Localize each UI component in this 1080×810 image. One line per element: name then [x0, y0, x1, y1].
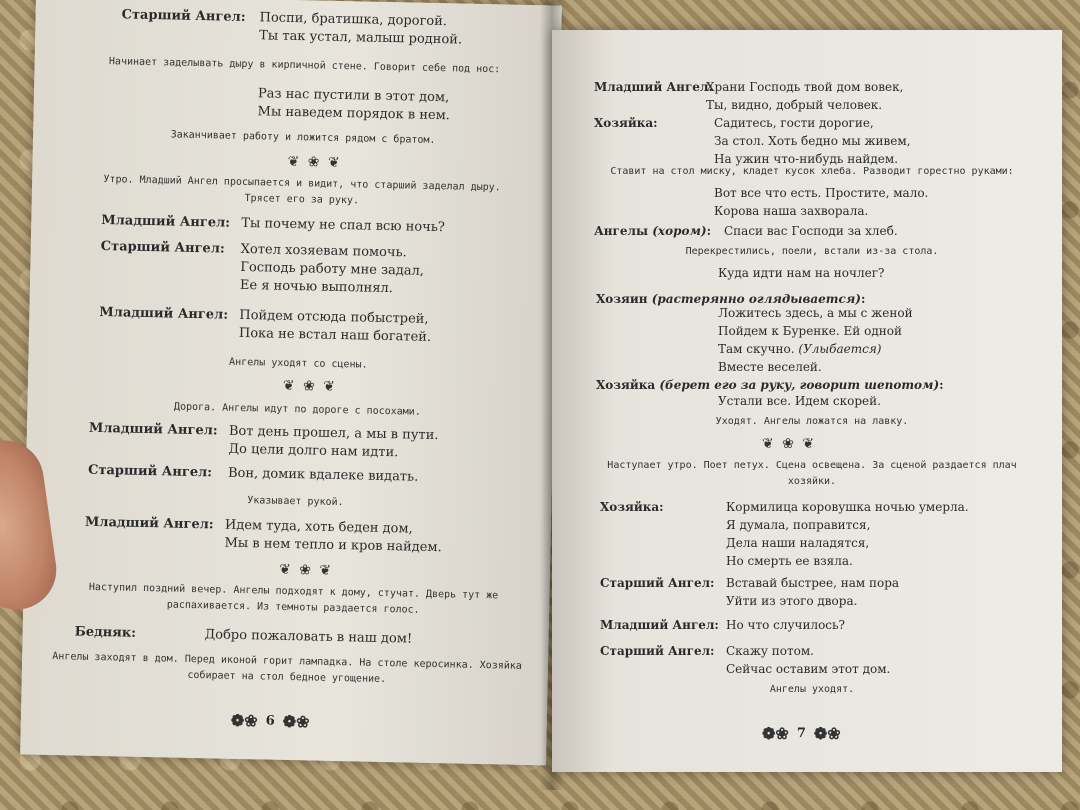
dialogue-line: Храни Господь твой дом вовек,	[706, 80, 904, 94]
dialogue-line: Ты, видно, добрый человек.	[706, 98, 883, 112]
dialogue-lines	[240, 241, 425, 299]
speaker-colon: :	[706, 224, 711, 238]
stage-note: (Улыбается)	[798, 342, 882, 356]
dialogue-block	[84, 514, 442, 557]
dialogue-line: Господь работу мне задал,	[240, 259, 425, 279]
speaker-name: Старший Ангел:	[600, 576, 715, 590]
dialogue-block	[88, 420, 438, 463]
dialogue-block	[88, 462, 419, 487]
ornament-divider: ❦ ❀ ❦	[762, 436, 817, 452]
speaker-colon: :	[861, 292, 866, 306]
dialogue-line	[718, 340, 913, 358]
dialogue-line: Мы в нем тепло и кров найдем.	[224, 535, 442, 556]
page-footer	[762, 724, 841, 743]
dialogue-lines	[259, 9, 463, 49]
stage-direction: Начинает заделывать дыру в кирпичной стене. Говорит себе под нос:	[108, 56, 501, 76]
speaker-name: Старший Ангел:	[100, 238, 225, 257]
stage-direction: Наступил поздний вечер. Ангелы подходят к дому, стучат. Дверь тут же распахивается. Из темноты раздается голос.	[88, 581, 499, 616]
dialogue-lines	[228, 465, 419, 487]
dialogue-block	[600, 574, 899, 610]
page-footer	[231, 711, 310, 732]
dialogue-block	[594, 114, 911, 168]
ornament-icon: ❁❀	[282, 711, 310, 732]
speaker-name: Старший Ангел:	[121, 7, 246, 25]
dialogue-block	[718, 304, 913, 376]
page-number: 6	[265, 713, 275, 729]
dialogue-block	[100, 238, 425, 299]
dialogue-lines	[724, 222, 898, 240]
left-page	[20, 0, 562, 765]
page-number: 7	[796, 726, 806, 741]
dialogue-line: Вот день прошел, а мы в пути.	[228, 423, 439, 444]
dialogue-lines	[718, 392, 881, 410]
speaker-note: (растерянно оглядывается)	[651, 292, 861, 306]
dialogue-line: Пойдем к Буренке. Ей одной	[718, 324, 902, 338]
stage-direction: Наступает утро. Поет петух. Сцена освещена. За сценой раздается плач хозяйки.	[607, 460, 1017, 487]
dialogue-block	[718, 264, 884, 282]
dialogue-lines	[714, 114, 911, 168]
dialogue-line: Но что случилось?	[726, 618, 845, 632]
speaker-name	[594, 222, 724, 240]
stage-direction: Ставит на стол миску, кладет кусок хлеба. Разводит горестно руками:	[610, 166, 1014, 177]
speaker-colon: :	[939, 378, 944, 392]
dialogue-line: Вот все что есть. Простите, мало.	[714, 186, 929, 200]
dialogue-line: Мы наведем порядок в нем.	[257, 104, 451, 124]
dialogue-line: Устали все. Идем скорей.	[718, 394, 881, 408]
ornament-icon: ❁❀	[230, 710, 258, 731]
speaker-name: Младший Ангел:	[101, 212, 231, 231]
speaker-name: Младший Ангел:	[99, 304, 229, 323]
dialogue-line: Дела наши наладятся,	[726, 536, 870, 550]
dialogue-lines	[718, 304, 913, 376]
dialogue-line: Скажу потом.	[726, 644, 814, 658]
dialogue-line: Вон, домик вдалеке видать.	[227, 465, 419, 485]
dialogue-lines	[257, 85, 450, 125]
dialogue-line: Ложитесь здесь, а мы с женой	[718, 306, 913, 320]
stage-direction: Утро. Младший Ангел просыпается и видит, что старший заделал дыру. Трясет его за руку.	[103, 174, 501, 207]
stage-direction: Ангелы уходят.	[769, 684, 855, 695]
speaker-name: Младший Ангел:	[84, 514, 214, 533]
dialogue-line: Вместе веселей.	[718, 360, 822, 374]
dialogue-block	[594, 222, 898, 240]
dialogue-line: Идем туда, хоть беден дом,	[224, 517, 413, 537]
dialogue-line: Спаси вас Господи за хлеб.	[724, 224, 898, 238]
dialogue-line: Корова наша захворала.	[714, 204, 869, 218]
dialogue-text: Там скучно.	[718, 342, 795, 356]
dialogue-block	[600, 498, 969, 570]
speaker-name: Бедняк:	[74, 624, 137, 641]
dialogue-line: До цели долго нам идти.	[228, 441, 399, 461]
stage-direction: Указывает рукой.	[247, 495, 344, 509]
speaker-name: Младший Ангел:	[600, 618, 719, 632]
dialogue-lines	[726, 498, 969, 570]
dialogue-line: Ее я ночью выполнял.	[239, 277, 394, 297]
speaker-label: Хозяин	[596, 292, 648, 306]
dialogue-line: Добро пожаловать в наш дом!	[204, 627, 413, 647]
speaker-note: (берет его за руку, говорит шепотом)	[659, 378, 940, 392]
right-page	[552, 30, 1062, 772]
speaker-name: Хозяйка:	[594, 116, 658, 130]
dialogue-line: Ты почему не спал всю ночь?	[241, 215, 445, 236]
dialogue-line: Вставай быстрее, нам пора	[726, 576, 900, 590]
dialogue-line: Уйти из этого двора.	[726, 594, 858, 608]
stage-direction: Ангелы уходят со сцены.	[228, 356, 368, 371]
stage-direction: Дорога. Ангелы идут по дороге с посохами.	[173, 401, 421, 418]
dialogue-lines	[706, 78, 903, 114]
dialogue-lines	[228, 423, 438, 463]
dialogue-lines	[718, 264, 884, 282]
dialogue-line: На ужин что-нибудь найдем.	[714, 152, 899, 166]
dialogue-block	[101, 212, 445, 237]
dialogue-block	[121, 6, 463, 49]
dialogue-lines	[204, 626, 412, 648]
ornament-divider: ❦ ❀ ❦	[278, 561, 334, 579]
dialogue-line: Я думала, поправится,	[726, 518, 871, 532]
dialogue-line: Но смерть ее взяла.	[726, 554, 853, 568]
ornament-icon: ❁❀	[762, 724, 789, 743]
dialogue-lines	[241, 215, 445, 237]
stage-direction: Уходят. Ангелы ложатся на лавку.	[715, 416, 909, 427]
stage-direction: Перекрестились, поели, встали из-за стола.	[685, 246, 939, 257]
speaker-label: Хозяйка	[596, 378, 656, 392]
stage-direction: Заканчивает работу и ложится рядом с братом.	[170, 129, 436, 146]
dialogue-block	[257, 85, 450, 125]
dialogue-block	[74, 624, 412, 649]
speaker-name: Хозяйка:	[600, 500, 664, 514]
speaker-note: (хором)	[652, 224, 707, 238]
dialogue-block	[718, 392, 881, 410]
dialogue-line: Сейчас оставим этот дом.	[726, 662, 891, 676]
dialogue-line: Поспи, братишка, дорогой.	[259, 10, 448, 30]
dialogue-block	[99, 304, 432, 347]
dialogue-block	[600, 616, 845, 634]
speaker-label: Ангелы	[594, 224, 649, 238]
speaker-name: Старший Ангел:	[600, 644, 715, 658]
dialogue-lines	[726, 642, 890, 678]
dialogue-line: Кормилица коровушка ночью умерла.	[726, 500, 969, 514]
dialogue-line: Куда идти нам на ночлег?	[718, 266, 885, 280]
dialogue-lines	[714, 184, 928, 220]
dialogue-lines	[224, 517, 442, 558]
dialogue-line: Пока не встал наш богатей.	[238, 325, 432, 345]
dialogue-line: Раз нас пустили в этот дом,	[257, 86, 450, 106]
ornament-icon: ❁❀	[813, 724, 841, 743]
dialogue-line: За стол. Хоть бедно мы живем,	[714, 134, 911, 148]
speaker-name: Старший Ангел:	[87, 462, 213, 481]
dialogue-lines	[239, 307, 432, 347]
dialogue-block	[594, 78, 903, 114]
dialogue-line: Пойдем отсюда побыстрей,	[239, 307, 429, 327]
dialogue-block	[600, 642, 890, 678]
dialogue-line: Ты так устал, малыш родной.	[259, 28, 463, 48]
speaker-name: Младший Ангел:	[88, 420, 218, 439]
stage-direction: Ангелы заходят в дом. Перед иконой горит лампадка. На столе керосинка. Хозяйка собирает на стол бедное угощение.	[52, 651, 522, 686]
dialogue-line: Садитесь, гости дорогие,	[714, 116, 874, 130]
speaker-name: Младший Ангел:	[594, 80, 713, 94]
dialogue-lines	[726, 616, 845, 634]
dialogue-block	[714, 184, 928, 220]
dialogue-lines	[726, 574, 899, 610]
ornament-divider: ❦ ❀ ❦	[287, 153, 342, 172]
ornament-divider: ❦ ❀ ❦	[282, 377, 338, 395]
dialogue-line: Хотел хозяевам помочь.	[240, 241, 407, 261]
